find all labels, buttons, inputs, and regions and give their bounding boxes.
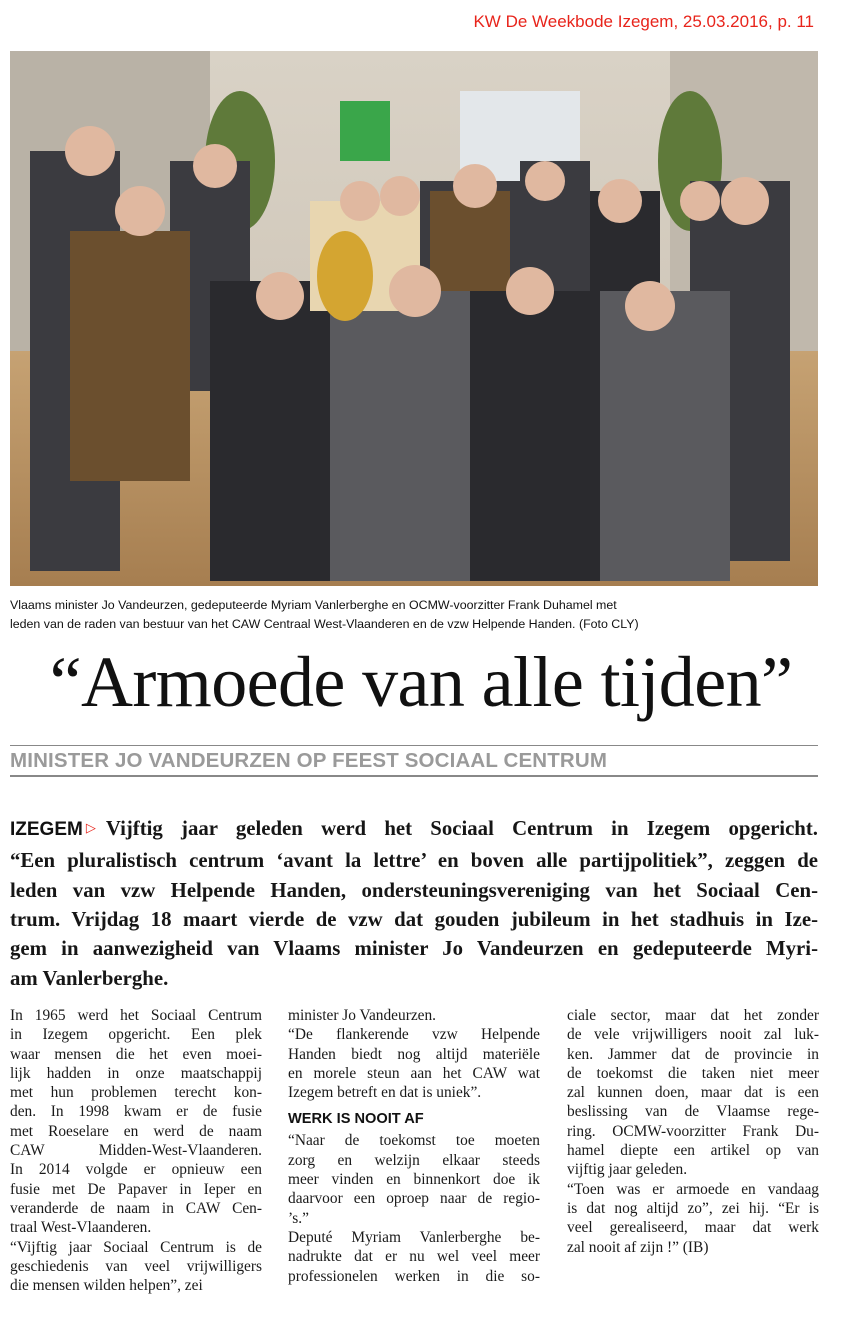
text-line: veranderde de naam in CAW Cen- <box>10 1199 262 1217</box>
body-column-3 <box>567 1006 819 1257</box>
text-line: fusie met De Papaver in Ieper en <box>10 1180 262 1198</box>
text-line: waar mensen die het even moei- <box>10 1045 262 1063</box>
text-line: met Roeselare en werd de naam <box>10 1122 262 1140</box>
text-line: die mensen wilden helpen”, zei <box>10 1277 203 1295</box>
text-line: de toekomst die taken niet meer <box>567 1064 819 1082</box>
text-line: geschiedenis van veel vrijwilligers <box>10 1257 262 1275</box>
text-line: in Izegem opgericht. Een plek <box>10 1026 262 1044</box>
text-line: “Naar de toekomst toe moeten <box>288 1132 540 1150</box>
text-line: “Toen was er armoede en vandaag <box>567 1180 819 1198</box>
text-line: “Vijftig jaar Sociaal Centrum is de <box>10 1238 262 1256</box>
text-line: met hun problemen terecht kon- <box>10 1084 262 1102</box>
lead-line: gem in aanwezigheid van Vlaams minister Jo Vandeurzen en gedeputeerde Myri- <box>10 937 818 961</box>
column-2-part-a <box>288 1006 540 1102</box>
text-line: beslissing van de Vlaamse rege- <box>567 1103 819 1121</box>
lead-line: leden van vzw Helpende Handen, ondersteuningsvereniging van het Sociaal Cen- <box>10 878 818 902</box>
text-line: veel gerealiseerd, maar dat werk <box>567 1219 819 1237</box>
lead-line: trum. Vrijdag 18 maart vierde de vzw dat gouden jubileum in het stadhuis in Ize- <box>10 907 818 931</box>
text-line: ken. Jammer dat de provincie in <box>567 1045 819 1063</box>
subhead-top-rule <box>10 745 818 746</box>
text-line: professionelen werken in die so- <box>288 1267 540 1285</box>
text-line: ciale sector, maar dat het zonder <box>567 1007 819 1024</box>
photo-caption <box>10 596 822 634</box>
text-line: ring. OCMW-voorzitter Frank Du- <box>567 1122 819 1140</box>
dateline: IZEGEM <box>10 819 83 840</box>
body-column-1 <box>10 1006 262 1295</box>
text-line: “De flankerende vzw Helpende <box>288 1026 540 1044</box>
text-line: daarvoor een oproep naar de regio- <box>288 1190 540 1208</box>
text-line: nadrukte dat er nu wel veel meer <box>288 1248 540 1266</box>
intertitle: WERK IS NOOIT AF <box>288 1111 424 1128</box>
subheadline: MINISTER JO VANDEURZEN OP FEEST SOCIAAL CENTRUM <box>10 749 608 772</box>
text-line: lijk hadden in onze maatschappij <box>10 1064 262 1082</box>
text-line: zal nooit af zijn !” (IB) <box>567 1238 709 1256</box>
text-line: Deputé Myriam Vanlerberghe be- <box>288 1228 540 1246</box>
text-line: In 2014 volgde er opnieuw een <box>10 1161 262 1179</box>
text-line: vijftig jaar geleden. <box>567 1161 688 1179</box>
caption-line: Vlaams minister Jo Vandeurzen, gedeputeerde Myriam Vanlerberghe en OCMW-voorzitter Frank Duhamel met <box>10 598 617 612</box>
circle-arrow-icon: ▷ <box>85 821 96 837</box>
text-line: hamel diepte een artikel op van <box>567 1142 819 1160</box>
text-line: de vele vrijwilligers nooit zal luk- <box>567 1026 819 1044</box>
column-2-part-b <box>288 1131 540 1285</box>
caption-line: leden van de raden van bestuur van het CAW Centraal West-Vlaanderen en de vzw Helpende Handen. (Foto CLY) <box>10 617 639 631</box>
subhead-bottom-rule <box>10 775 818 777</box>
text-line: is dat nog altijd zo”, zei hij. “Er is <box>567 1199 819 1217</box>
text-line: zorg en welzijn elkaar steeds <box>288 1151 540 1169</box>
group-photo-illustration <box>10 51 818 586</box>
lead-line: IZEGEM ▷ Vijftig jaar geleden werd het Sociaal Centrum in Izegem opgericht. <box>10 814 818 846</box>
source-line: KW De Weekbode Izegem, 25.03.2016, p. 11 <box>473 12 814 31</box>
text-line: traal West-Vlaanderen. <box>10 1219 152 1237</box>
text-line: zal kunnen doen, maar dat is een <box>567 1084 819 1102</box>
text-line: Izegem betreft en dat is uniek”. <box>288 1084 482 1102</box>
group-photo <box>10 51 818 586</box>
text-line: Handen biedt nog altijd materiële <box>288 1045 540 1063</box>
lead-paragraph <box>10 814 818 993</box>
text-line: en morele steun aan het CAW wat <box>288 1064 540 1082</box>
lead-line: am Vanlerberghe. <box>10 966 169 990</box>
headline: “Armoede van alle tijden” <box>49 642 793 722</box>
text-line: minister Jo Vandeurzen. <box>288 1007 437 1024</box>
body-column-2 <box>288 1006 540 1286</box>
text-line: In 1965 werd het Sociaal Centrum <box>10 1007 262 1024</box>
text-line: ’s.” <box>288 1209 309 1227</box>
text-line: meer vinden en binnenkort doe ik <box>288 1171 540 1189</box>
text-line: CAW Midden-West-Vlaanderen. <box>10 1142 262 1160</box>
text-line: den. In 1998 kwam er de fusie <box>10 1103 262 1121</box>
lead-line: “Een pluralistisch centrum ‘avant la lettre’ en boven alle partijpolitiek”, zeggen de <box>10 849 818 873</box>
